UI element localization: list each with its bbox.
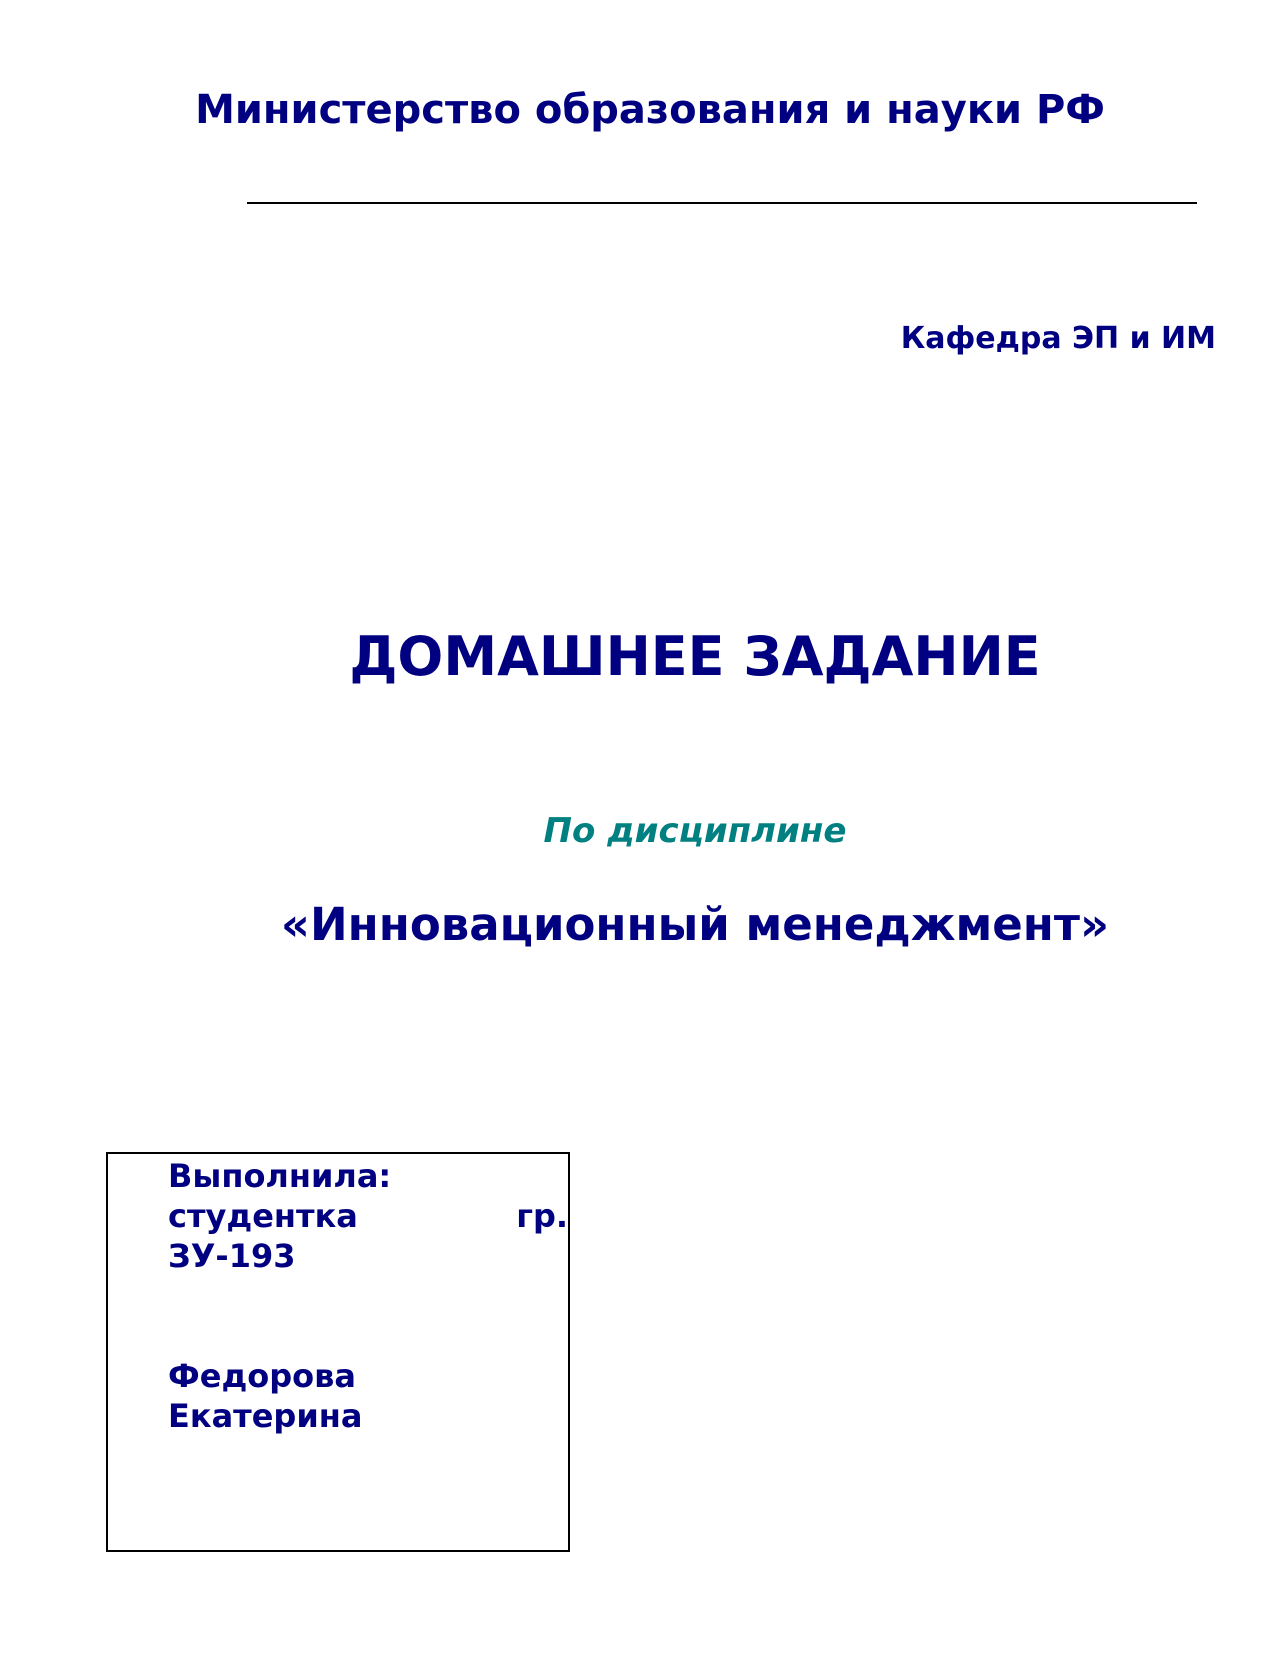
group-number: ЗУ-193 xyxy=(168,1237,296,1275)
author-surname: Федорова xyxy=(168,1357,356,1395)
discipline-name: «Инновационный менеджмент» xyxy=(280,898,1110,951)
author-first-name: Екатерина xyxy=(168,1397,363,1435)
discipline-label: По дисциплине xyxy=(543,811,847,851)
student-group-line xyxy=(168,1196,568,1236)
ministry-heading: Министерство образования и науки РФ xyxy=(195,87,1105,133)
student-role: студентка xyxy=(168,1197,358,1235)
department-label: Кафедра ЭП и ИМ xyxy=(900,321,1216,356)
header-divider xyxy=(247,202,1197,204)
group-prefix: гр. xyxy=(516,1197,568,1235)
author-info-box xyxy=(106,1152,570,1552)
performed-by-label: Выполнила: xyxy=(168,1157,392,1195)
author-info-text xyxy=(168,1156,568,1436)
author-spacer xyxy=(168,1276,568,1356)
document-title: ДОМАШНЕЕ ЗАДАНИЕ xyxy=(349,625,1041,688)
